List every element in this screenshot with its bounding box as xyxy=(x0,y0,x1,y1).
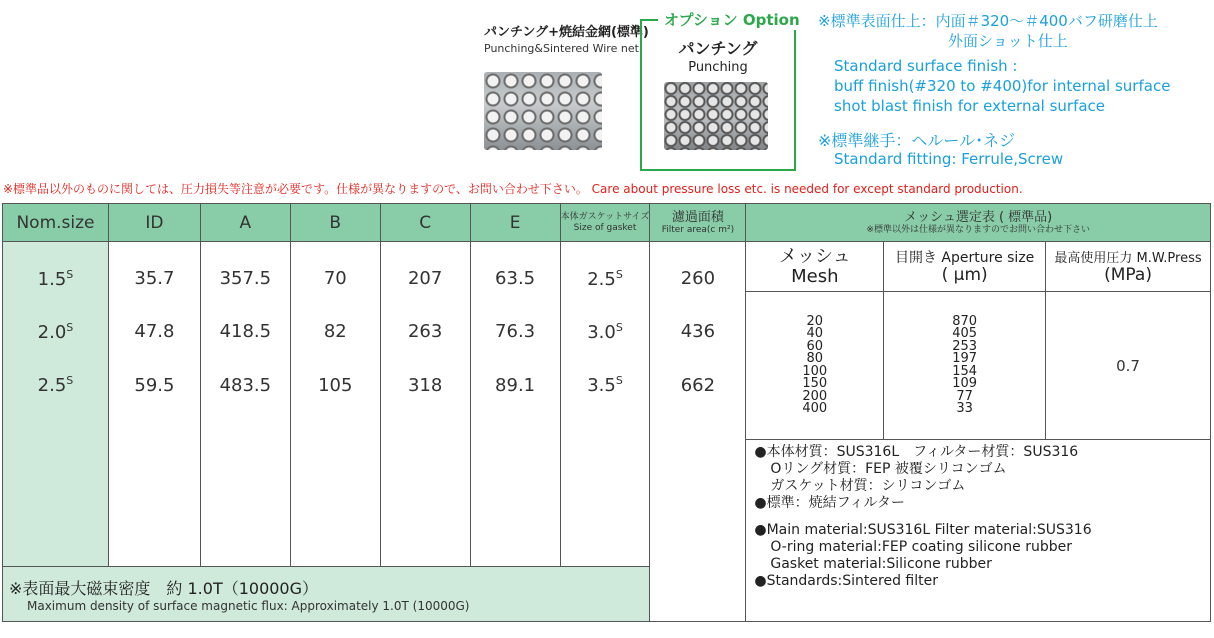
aperture-value: 870 xyxy=(952,313,978,329)
e-cell xyxy=(470,242,560,567)
filter-header-en: Filter area(c m²) xyxy=(661,224,735,235)
nom-size-value: $1.5^S$ xyxy=(37,267,74,290)
gasket-header-en: Size of gasket xyxy=(573,222,637,233)
aperture-value: 253 xyxy=(952,338,978,354)
pressure-value: 0.7 xyxy=(1046,292,1211,440)
header-c: C xyxy=(380,204,470,242)
filter-header-jp: 濾過面積 xyxy=(671,209,724,225)
option-label-en: Punching xyxy=(688,60,748,75)
materials-cell xyxy=(746,440,1211,622)
header-filter-area xyxy=(650,204,746,242)
id-cell xyxy=(108,242,200,567)
aperture-value: 197 xyxy=(952,351,978,366)
e-value: 89.1 xyxy=(495,374,536,396)
mesh-value: 80 xyxy=(806,351,824,366)
finish-en-line2: buff finish(#320 to #400)for internal surface xyxy=(834,77,1171,95)
nom-size-value: $2.0^S$ xyxy=(37,320,74,343)
b-cell xyxy=(290,242,380,567)
filter-area-cell xyxy=(650,242,746,622)
mesh-value: 40 xyxy=(806,326,824,341)
aperture-value: 405 xyxy=(952,326,978,341)
gasket-value: $3.5^S$ xyxy=(587,374,623,397)
pressure-col-header: 最高使用圧力 M.W.Press (MPa) xyxy=(1046,242,1211,292)
flux-note-cell xyxy=(3,567,650,622)
b-value: 70 xyxy=(323,268,347,290)
finish-en-line1: Standard surface finish : xyxy=(834,57,1018,75)
aperture-list xyxy=(884,292,1046,440)
materials-en-4: ●Standards:Sintered filter xyxy=(754,573,938,589)
finish-jp-line1: ※標準表面仕上：内面＃320〜＃400バフ研磨仕上 xyxy=(818,12,1158,30)
aperture-value: 77 xyxy=(956,388,973,404)
mesh-header-jp: メッシュ選定表 ( 標準品) xyxy=(904,209,1053,225)
id-value: 59.5 xyxy=(134,374,175,396)
a-cell xyxy=(200,242,290,567)
materials-en-3: Gasket material:Silicone rubber xyxy=(770,556,992,572)
materials-jp-1: ●本体材質：SUS316L フィルター材質：SUS316 xyxy=(754,444,1079,460)
aperture-value: 109 xyxy=(952,376,978,391)
nom-size-cell xyxy=(3,242,109,567)
materials-jp-4: ●標準：焼結フィルター xyxy=(754,495,905,511)
mesh-value: 150 xyxy=(802,376,828,391)
fitting-jp: ※標準継手：ヘルール･ネジ xyxy=(818,131,1016,150)
nom-size-value: $2.5^S$ xyxy=(37,374,74,397)
mesh-value: 20 xyxy=(806,313,824,329)
option-title: オプション Option xyxy=(658,9,806,30)
filter-value: 436 xyxy=(680,321,716,343)
punching-sintered-photo xyxy=(484,72,602,150)
c-value: 207 xyxy=(407,268,443,290)
header-id: ID xyxy=(108,204,200,242)
punching-photo xyxy=(664,82,768,150)
filter-value: 260 xyxy=(680,268,716,290)
aperture-value: 154 xyxy=(952,363,978,379)
header-b: B xyxy=(290,204,380,242)
mesh-list xyxy=(746,292,884,440)
finish-jp-line2: 外面ショット仕上 xyxy=(948,32,1068,50)
a-value: 357.5 xyxy=(219,268,272,290)
gasket-header-jp: 本体ガスケットサイズ xyxy=(560,211,650,222)
fitting-en: Standard fitting: Ferrule,Screw xyxy=(834,150,1064,168)
header-gasket xyxy=(560,204,650,242)
materials-jp-2: Oリング材質：FEP 被覆シリコンゴム xyxy=(770,461,1007,477)
header-e: E xyxy=(470,204,560,242)
c-value: 318 xyxy=(407,374,443,396)
punching-sintered-label-jp: パンチング+焼結金網(標準) xyxy=(484,25,649,40)
aperture-value: 33 xyxy=(956,401,973,416)
option-label-jp: パンチング xyxy=(678,39,758,58)
materials-jp-3: ガスケット材質：シリコンゴム xyxy=(770,478,966,494)
aperture-col-header: 目開き Aperture size ( μm) xyxy=(884,242,1046,292)
c-cell xyxy=(380,242,470,567)
mesh-value: 60 xyxy=(806,338,824,354)
id-value: 35.7 xyxy=(134,268,175,290)
spec-table xyxy=(2,203,1211,622)
gasket-cell xyxy=(560,242,650,567)
header-nom-size: Nom.size xyxy=(3,204,109,242)
mesh-value: 200 xyxy=(802,388,828,404)
header-a: A xyxy=(200,204,290,242)
e-value: 63.5 xyxy=(495,268,536,290)
caution-note: ※標準品以外のものに関しては、圧力損失等注意が必要です。仕様が異なりますので、お問い合わせ下さい。 Care about pressure loss etc. is needed for except standard production. xyxy=(3,182,1023,196)
a-value: 418.5 xyxy=(219,321,272,343)
mesh-value: 100 xyxy=(802,363,828,379)
gasket-value: $3.0^S$ xyxy=(587,320,623,343)
materials-en-1: ●Main material:SUS316L Filter material:SUS316 xyxy=(754,522,1092,538)
gasket-value: $2.5^S$ xyxy=(587,267,623,290)
flux-note-jp: ※表面最大磁束密度 約 1.0T（10000G） xyxy=(9,578,319,598)
mesh-value: 400 xyxy=(802,401,828,416)
punching-sintered-label-en: Punching&Sintered Wire net xyxy=(484,42,639,55)
mesh-header-note: ※標準以外は仕様が異なりますのでお問い合わせ下さい xyxy=(866,224,1090,235)
filter-value: 662 xyxy=(680,374,716,396)
materials-en-2: O-ring material:FEP coating silicone rubber xyxy=(770,539,1072,555)
b-value: 82 xyxy=(323,321,347,343)
c-value: 263 xyxy=(407,321,443,343)
mesh-col-header: メッシュ Mesh xyxy=(746,242,884,292)
id-value: 47.8 xyxy=(134,321,175,343)
flux-note-en: Maximum density of surface magnetic flux: Approximately 1.0T (10000G) xyxy=(27,598,470,613)
a-value: 483.5 xyxy=(219,374,272,396)
b-value: 105 xyxy=(318,374,353,396)
e-value: 76.3 xyxy=(495,321,536,343)
header-mesh-selection xyxy=(746,204,1211,242)
finish-en-line3: shot blast finish for external surface xyxy=(834,97,1106,115)
